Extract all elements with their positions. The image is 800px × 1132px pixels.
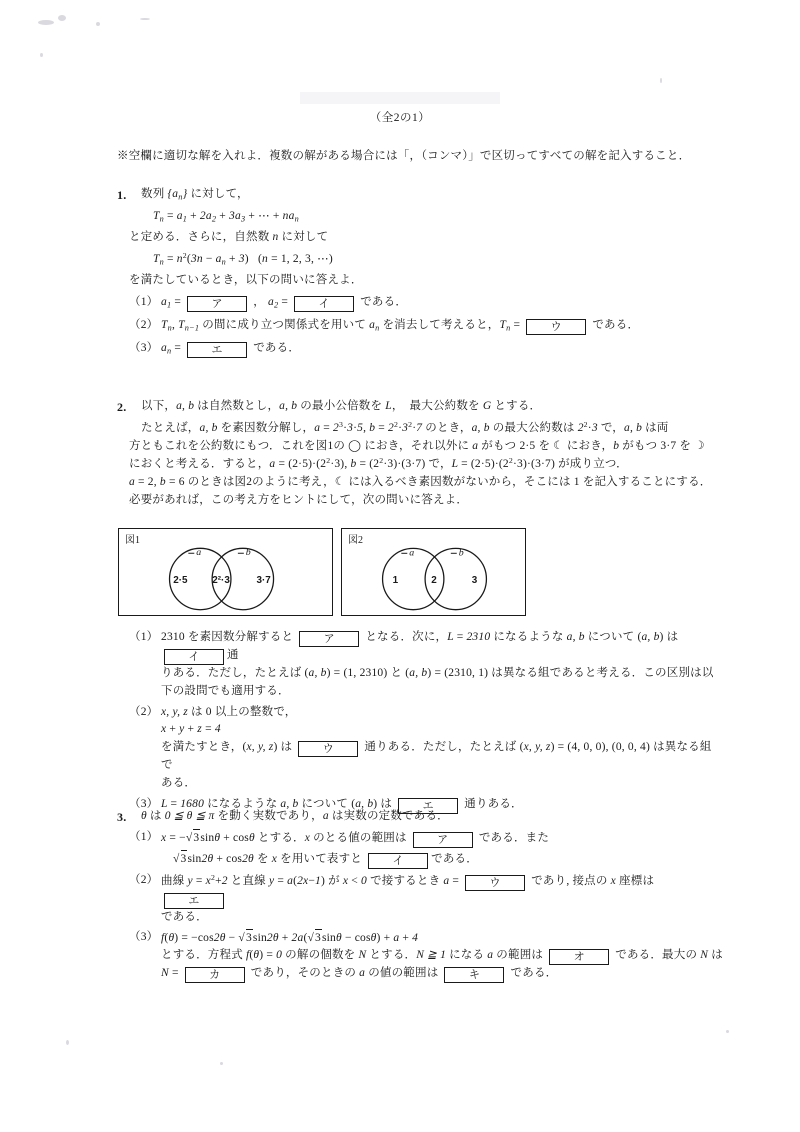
figure-1-label-a: a <box>196 547 202 559</box>
answer-box-2-c[interactable]: ウ <box>298 741 358 757</box>
problem-3-item-1 <box>117 829 723 869</box>
item-content <box>161 629 723 665</box>
item-content: $a_n$ = エ である． <box>161 342 301 357</box>
scan-speckle <box>66 1040 69 1045</box>
p2-q1-line-3: 下の設問でも適用する． <box>161 684 290 697</box>
item-content: $T_n$, $T_{n-1}$ の間に成り立つ関係式を用いて $a_n$ を消去して考えると，$T_n$ = ウ である． <box>161 319 640 334</box>
problem-2-para-line-2: 方ともこれを公約数にもつ．これを図1の ◯ におき，それ以外に a がもつ 2·5 を ☾ におき，b がもつ 3·7 を ☽ <box>129 439 705 452</box>
p2-q2-line-3: ある． <box>161 777 197 790</box>
item-label: （3） <box>129 797 159 810</box>
p3-q3-line-2: とする．方程式 f(θ) = 0 の解の個数を N とする．N ≧ 1 になる a の範囲は オ である．最大の N は <box>161 949 723 964</box>
problem-2-item-2 <box>117 704 723 793</box>
problem-2-number: 2. <box>117 400 127 414</box>
problem-1-item-3 <box>117 340 723 358</box>
item-label: （3） <box>129 930 159 943</box>
figures-row <box>118 528 526 616</box>
p3-q3-formula: f(θ) = −cos2θ − √3sin2θ + 2a(√3sinθ − cosθ) + a + 4 <box>161 929 723 948</box>
problem-1-formula-2: $T_n = n^2(3n - a_n + 3)$ (n = 1, 2, 3, ⋯) <box>153 251 333 267</box>
problem-2-para-line-4: a = 2, b = 6 のときは図2のように考え，☾ には入るべき素因数がないから，そこには 1 を記入することにする． <box>129 476 712 489</box>
problem-3-item-3 <box>117 929 723 984</box>
figure-1-label-b: b <box>245 547 251 559</box>
answer-box-2-b[interactable]: イ <box>164 649 224 665</box>
item-label: （2） <box>129 319 159 332</box>
figure-1-left-value: 2·5 <box>173 574 188 586</box>
figure-2-right-value: 3 <box>471 574 478 586</box>
scan-speckle <box>220 1062 223 1065</box>
item-label: （1） <box>129 830 159 843</box>
figure-2-label-b: b <box>458 547 464 559</box>
scan-artifact-band <box>300 92 500 104</box>
problem-1-formula-1: $T_n = a_1 + 2a_2 + 3a_3$ + ⋯ + $na_n$ <box>153 210 299 224</box>
problem-2-para-line-3: におくと考える．すると，$a = (2\cdot 5)\cdot(2^2\cdot 3)$, $b = (2^2\cdot 3)\cdot(3\cdot 7)$ で，$L = (2\cdot 5)\cdot(2^2\cdot 3)\cdot(3\cdot 7)$ が成り立つ． <box>129 456 628 471</box>
answer-box-1-c[interactable]: ウ <box>526 319 586 335</box>
figure-1-label: 図1 <box>125 535 140 546</box>
answer-box-3-g[interactable]: キ <box>444 967 504 983</box>
problem-2-para-line-5: 必要があれば，この考え方をヒントにして，次の問いに答えよ． <box>129 493 469 506</box>
scan-speckle <box>96 22 100 26</box>
figure-1 <box>118 528 333 616</box>
problem-3 <box>117 808 723 983</box>
answer-box-1-d[interactable]: エ <box>187 342 247 358</box>
answer-box-2-d[interactable]: エ <box>398 798 458 814</box>
answer-box-1-a[interactable]: ア <box>187 296 247 312</box>
item-label: （1） <box>129 295 159 308</box>
figure-2-label-a: a <box>409 547 415 559</box>
instruction-note: ※空欄に適切な解を入れよ．複数の解がある場合には「，（コンマ）」で区切ってすべての解を記入すること． <box>117 150 691 162</box>
problem-1 <box>117 186 723 358</box>
p3-q2-line-1: 曲線 $y = x^2+2$ と直線 y = a(2x−1) が x < 0 で接するとき a = ウ であり, 接点の x 座標は エ <box>161 872 655 907</box>
item-content: L = 1680 になるような a, b について (a, b) は エ 通りある． <box>161 797 523 812</box>
problem-2 <box>117 398 723 510</box>
p3-q1-line-1: x = −√3sinθ + cosθ とする．x のとる値の範囲は ア である．また <box>161 829 723 848</box>
problem-2-item-1 <box>117 629 723 701</box>
p2-q1-text-1: 2310 を素因数分解すると <box>161 631 294 643</box>
problem-1-item-1 <box>117 294 723 312</box>
figure-1-center-value: 2²·3 <box>212 574 230 586</box>
p2-q2-equation: x + y + z = 4 <box>161 723 221 736</box>
p2-q2-line-2: を満たすとき，(x, y, z) は ウ 通りある．ただし，たとえば (x, y, z) = (4, 0, 0), (0, 0, 4) は異なる組で <box>161 741 712 772</box>
p3-q2-line-2: である． <box>161 910 208 923</box>
scan-speckle <box>38 20 54 25</box>
problem-1-heading <box>117 186 723 204</box>
figure-2-label: 図2 <box>348 535 363 546</box>
problem-1-number: 1. <box>117 188 127 202</box>
problem-2-heading <box>117 398 723 416</box>
p2-q2-line-1: x, y, z は 0 以上の整数で， <box>161 705 297 718</box>
item-label: （1） <box>129 631 159 643</box>
problem-3-number: 3. <box>117 810 127 824</box>
problem-3-heading <box>117 808 723 826</box>
problem-2-head-text: 以下，a, b は自然数とし，a, b の最小公倍数を L， 最大公約数を G とする． <box>141 400 542 412</box>
scan-speckle <box>58 15 66 21</box>
p2-q1-text-2: となる．次に，L = 2310 になるような a, b について (a, b) は <box>365 631 679 643</box>
item-label: （2） <box>129 873 159 886</box>
figure-2-left-value: 1 <box>392 574 399 586</box>
item-label: （2） <box>129 705 159 718</box>
problem-1-line-3: を満たしているとき，以下の問いに答えよ． <box>129 274 363 287</box>
scan-speckle <box>726 1030 729 1033</box>
problem-2-para-line-1: たとえば，a, b を素因数分解し，$a = 2^3\cdot 3\cdot 5$, $b = 2^2\cdot 3^2\cdot 7$ のとき，a, b の最大公約数は $2^2\cdot 3$ で，a, b は両 <box>141 419 669 434</box>
answer-box-3-c[interactable]: ウ <box>465 875 525 891</box>
p2-q1-text-3: 通 <box>227 649 239 661</box>
answer-box-1-b[interactable]: イ <box>294 296 354 312</box>
scan-speckle <box>40 53 43 57</box>
answer-box-3-e[interactable]: オ <box>549 949 609 965</box>
problem-1-line-2: と定める．さらに，自然数 n に対して <box>129 231 329 244</box>
scan-speckle <box>140 18 150 20</box>
p3-q1-line-2: √3sin2θ + cos2θ を x を用いて表すと イ である． <box>161 850 723 869</box>
figure-1-venn-diagram <box>119 545 332 615</box>
problem-2-items <box>117 628 723 814</box>
page-header: （全2の1） <box>369 112 431 124</box>
problem-1-head-text: 数列 $\{a_n\}$ に対して， <box>141 188 249 202</box>
item-label: （3） <box>129 342 159 355</box>
problem-1-item-2 <box>117 317 723 335</box>
answer-box-3-f[interactable]: カ <box>185 967 245 983</box>
p2-q1-line-2: りある．ただし，たとえば (a, b) = (1, 2310) と (a, b) = (2310, 1) は異なる組であると考える．この区別は以 <box>161 667 714 679</box>
problem-3-item-2 <box>117 872 723 927</box>
answer-box-3-a[interactable]: ア <box>413 832 473 848</box>
figure-2-center-value: 2 <box>431 574 437 586</box>
answer-box-2-a[interactable]: ア <box>299 631 359 647</box>
item-content: $a_1$ = ア ， $a_2$ = イ である． <box>161 295 408 310</box>
p3-q3-line-3: N = カ であり，そのときの a の値の範囲は キ である． <box>161 967 558 982</box>
scan-speckle <box>660 78 662 83</box>
answer-box-3-d[interactable]: エ <box>164 893 224 909</box>
figure-1-right-value: 3·7 <box>256 574 271 586</box>
figure-2 <box>341 528 526 616</box>
answer-box-3-b[interactable]: イ <box>368 853 428 869</box>
figure-2-venn-diagram <box>342 545 525 615</box>
problem-3-head-text: θ は 0 ≦ θ ≦ π を動く実数であり，a は実数の定数である． <box>141 810 449 822</box>
